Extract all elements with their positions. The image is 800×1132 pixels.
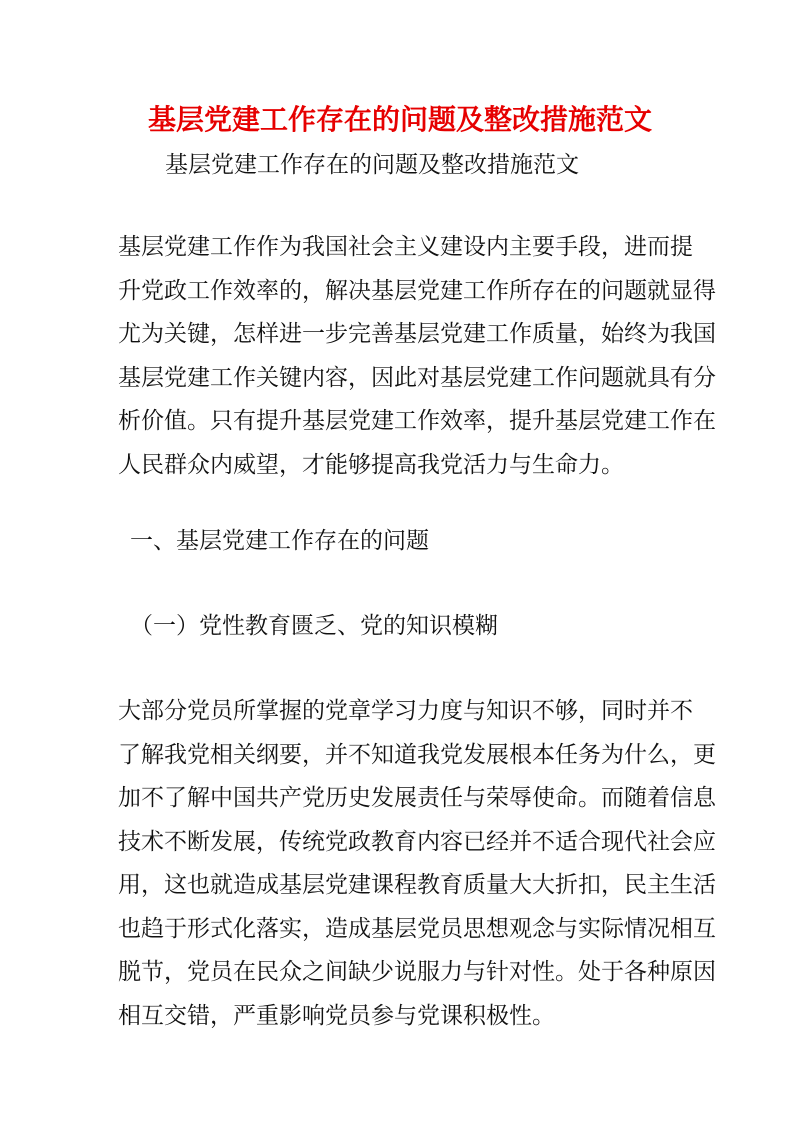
paragraph-line: 也趋于形式化落实，造成基层党员思想观念与实际情况相互 — [118, 915, 716, 942]
intro-paragraph — [118, 226, 716, 487]
paragraph-line: 基层党建工作作为我国社会主义建设内主要手段，进而提 — [118, 234, 693, 260]
paragraph-line: 了解我党相关纲要，并不知道我党发展根本任务为什么，更 — [118, 741, 716, 768]
paragraph-line: 用，这也就造成基层党建课程教育质量大大折扣，民主生活 — [118, 872, 716, 898]
document-subtitle: 基层党建工作存在的问题及整改措施范文 — [165, 152, 579, 178]
paragraph-line: 尤为关键，怎样进一步完善基层党建工作质量，始终为我国 — [118, 321, 716, 347]
paragraph-line: 脱节，党员在民众之间缺少说服力与针对性。处于各种原因 — [118, 959, 716, 985]
paragraph-line: 相互交错，严重影响党员参与党课积极性。 — [118, 1002, 555, 1029]
subsection-heading: （一）党性教育匮乏、党的知识模糊 — [130, 613, 498, 639]
body-paragraph — [118, 690, 716, 1038]
paragraph-line: 大部分党员所掌握的党章学习力度与知识不够，同时并不 — [118, 698, 693, 724]
document-title: 基层党建工作存在的问题及整改措施范文 — [147, 103, 652, 136]
paragraph-line: 基层党建工作关键内容，因此对基层党建工作问题就具有分 — [118, 364, 716, 391]
paragraph-line: 人民群众内威望，才能够提高我党活力与生命力。 — [118, 451, 624, 478]
paragraph-line: 析价值。只有提升基层党建工作效率，提升基层党建工作在 — [118, 408, 716, 434]
paragraph-line: 技术不断发展，传统党政教育内容已经并不适合现代社会应 — [118, 828, 716, 855]
paragraph-line: 加不了解中国共产党历史发展责任与荣辱使命。而随着信息 — [118, 785, 716, 811]
paragraph-line: 升党政工作效率的，解决基层党建工作所存在的问题就显得 — [118, 277, 716, 304]
section-heading: 一、基层党建工作存在的问题 — [130, 528, 429, 554]
